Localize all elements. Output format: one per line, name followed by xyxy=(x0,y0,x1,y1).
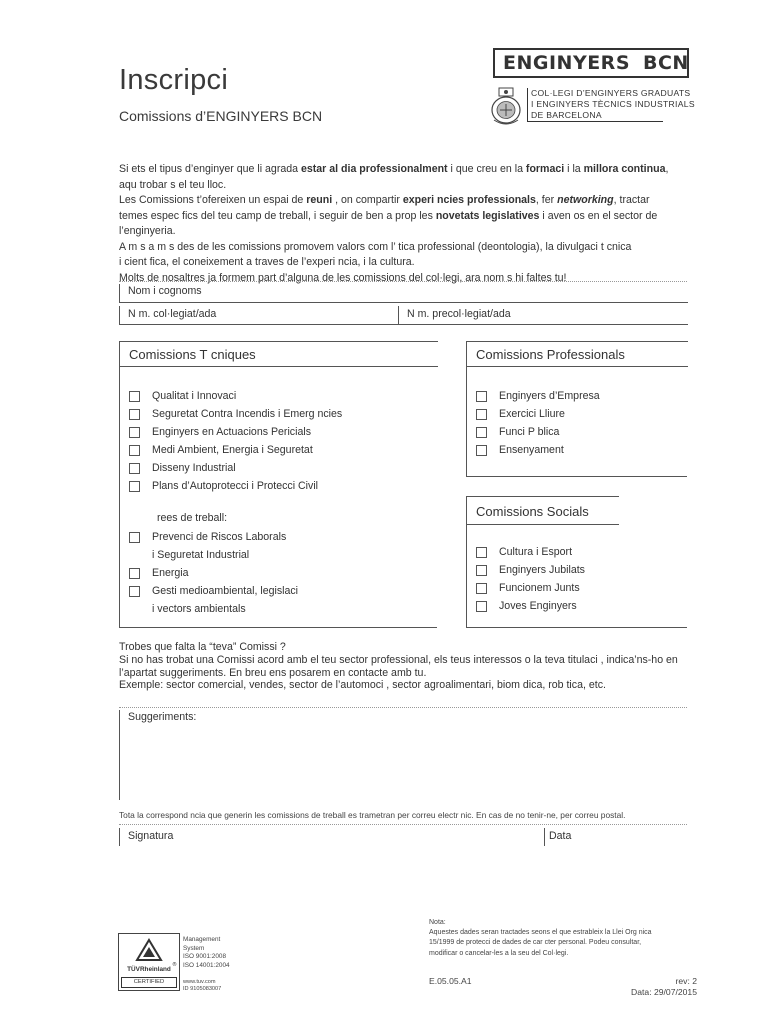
intro-line: A m s a m s des de les comissions promovem valors com l’ tica professional (deontologia), la divulgaci t cnica xyxy=(119,240,632,253)
note-title: Nota: xyxy=(429,919,446,926)
college-name xyxy=(527,88,695,122)
socials-left-border xyxy=(466,523,467,628)
checkbox-item[interactable]: Funci P blica xyxy=(476,423,600,441)
checkbox-icon[interactable] xyxy=(129,445,140,456)
checkbox-icon[interactable] xyxy=(129,427,140,438)
socials-header xyxy=(466,496,619,525)
privacy-note xyxy=(429,918,652,959)
checkbox-item[interactable]: Enginyers Jubilats xyxy=(476,561,585,579)
areas-label: rees de treball: xyxy=(157,512,228,524)
college-line-3: DE BARCELONA xyxy=(527,110,663,122)
checkbox-item[interactable]: Qualitat i Innovaci xyxy=(129,387,342,405)
tuv-brand: TÜVRheinland xyxy=(127,966,171,973)
checkbox-item[interactable]: Cultura i Esport xyxy=(476,543,585,561)
question-line: l’apartat suggeriments. En breu ens posarem en contacte amb tu. xyxy=(119,666,427,679)
checkbox-item[interactable]: Plans d’Autoprotecci i Protecci Civil xyxy=(129,477,342,495)
checkbox-icon[interactable] xyxy=(129,391,140,402)
note-line: Aquestes dades seran tractades seons el que estrableix la Llei Org nica xyxy=(429,929,652,937)
missing-commission-text xyxy=(119,641,699,692)
intro-line: Molts de nosaltres ja formem part d’alguna de les comissions del col·legi, ara nom s hi faltes tu! xyxy=(119,271,567,284)
name-field[interactable] xyxy=(119,284,688,303)
tecniques-header xyxy=(119,341,438,367)
signature-field[interactable] xyxy=(119,828,545,846)
intro-line: l’enginyeria. xyxy=(119,225,176,237)
question-line: Exemple: sector comercial, vendes, sector de l’automoci , sector agroalimentari, biom dica, rob tica, etc. xyxy=(119,679,606,692)
socials-title: Comissions Socials xyxy=(476,504,589,519)
enginyers-bcn-logo xyxy=(493,48,689,78)
intro-line: i cient fica, el coneixement a traves de l’experi ncia, i la cultura. xyxy=(119,256,415,268)
question-line: Trobes que falta la “teva” Comissi ? xyxy=(119,641,286,653)
college-crest-icon xyxy=(489,86,523,126)
suggestions-label: Suggeriments: xyxy=(128,711,197,723)
checkbox-icon[interactable] xyxy=(129,481,140,492)
tecniques-title: Comissions T cniques xyxy=(129,347,256,362)
checkbox-item[interactable]: Exercici Lliure xyxy=(476,405,600,423)
checkbox-icon[interactable] xyxy=(129,532,140,543)
note-line: 15/1999 de protecci de dades de car cter personal. Podeu consultar, xyxy=(429,939,642,947)
checkbox-icon[interactable] xyxy=(476,583,487,594)
page-title: Inscripci xyxy=(119,64,229,96)
logo-part-2: BCN xyxy=(643,52,689,74)
revision: rev: 2 xyxy=(675,976,697,986)
checkbox-item[interactable]: Gesti medioambiental, legislaci xyxy=(129,582,298,600)
svg-text:®: ® xyxy=(172,962,177,968)
suggestions-field[interactable] xyxy=(119,710,688,800)
tecniques-bottom-border xyxy=(119,627,437,628)
checkbox-icon[interactable] xyxy=(129,568,140,579)
tecniques-list xyxy=(129,387,342,495)
professionals-title: Comissions Professionals xyxy=(476,347,625,362)
signature-label: Signatura xyxy=(128,830,174,842)
divider xyxy=(119,281,687,282)
correspondence-note: Tota la correspond ncia que generin les comissions de treball es trametran per correu electr nic. En cas de no tenir-ne, per correu postal. xyxy=(119,810,626,820)
checkbox-item[interactable]: Prevenci de Riscos Laborals xyxy=(129,528,298,546)
college-line-2: I ENGINYERS TÈCNICS INDUSTRIALS xyxy=(527,99,695,110)
cert-details: Management System ISO 9001:2008 ISO 14001:2004 xyxy=(183,936,230,969)
precol-number-field[interactable] xyxy=(398,306,688,324)
checkbox-icon[interactable] xyxy=(476,409,487,420)
tecniques-left-border xyxy=(119,365,120,628)
page-subtitle: Comissions d’ENGINYERS BCN xyxy=(119,108,323,124)
intro-line: Si ets el tipus d’enginyer que li agrada estar al dia professionalment i que creu en la formaci i la millora continua, xyxy=(119,163,669,175)
intro-line: aqu trobar s el teu lloc. xyxy=(119,178,227,191)
checkbox-item[interactable]: Ensenyament xyxy=(476,441,600,459)
checkbox-icon[interactable] xyxy=(476,565,487,576)
checkbox-item[interactable]: Seguretat Contra Incendis i Emerg ncies xyxy=(129,405,342,423)
checkbox-icon[interactable] xyxy=(476,391,487,402)
professionals-left-border xyxy=(466,365,467,477)
cert-web: www.tuv.com ID 9105083007 xyxy=(183,979,222,992)
areas-list xyxy=(129,528,298,618)
tuv-certification-logo xyxy=(118,933,180,991)
professionals-list xyxy=(476,387,600,459)
checkbox-item[interactable]: Medi Ambient, Energia i Seguretat xyxy=(129,441,342,459)
revision-date: Data: 29/07/2015 xyxy=(631,987,697,997)
checkbox-icon[interactable] xyxy=(476,601,487,612)
document-code: E.05.05.A1 xyxy=(429,976,472,986)
member-number-label: N m. col·legiat/ada xyxy=(128,308,217,320)
date-label: Data xyxy=(549,830,572,842)
checkbox-item-continuation: i Seguretat Industrial xyxy=(152,549,250,561)
date-field[interactable] xyxy=(544,828,688,846)
intro-line: temes espec fics del teu camp de treball, i seguir de ben a prop les novetats legislatives i aven os en el sector de xyxy=(119,209,658,222)
socials-list xyxy=(476,543,585,615)
divider xyxy=(119,707,687,708)
name-field-label: Nom i cognoms xyxy=(128,285,202,297)
checkbox-icon[interactable] xyxy=(129,409,140,420)
checkbox-icon[interactable] xyxy=(476,547,487,558)
checkbox-icon[interactable] xyxy=(476,427,487,438)
checkbox-item[interactable]: Funcionem Junts xyxy=(476,579,585,597)
checkbox-item[interactable]: Disseny Industrial xyxy=(129,459,342,477)
checkbox-item[interactable]: Enginyers d’Empresa xyxy=(476,387,600,405)
checkbox-icon[interactable] xyxy=(129,586,140,597)
checkbox-icon[interactable] xyxy=(476,445,487,456)
socials-bottom-border xyxy=(466,627,687,628)
checkbox-item[interactable]: Enginyers en Actuacions Pericials xyxy=(129,423,342,441)
divider xyxy=(119,824,687,825)
intro-line: Les Comissions t’ofereixen un espai de reuni , on compartir experi ncies professionals, fer networking, tractar xyxy=(119,194,650,206)
intro-text xyxy=(119,162,691,286)
revision-info xyxy=(600,976,697,998)
question-line: Si no has trobat una Comissi acord amb el teu sector professional, els teus interessos o la teva titulaci , indica’ns-ho en xyxy=(119,653,678,666)
checkbox-item[interactable]: Energia xyxy=(129,564,298,582)
checkbox-item[interactable]: Joves Enginyers xyxy=(476,597,585,615)
tuv-certified-badge: CERTIFIED xyxy=(121,977,177,988)
college-line-1: COL·LEGI D’ENGINYERS GRADUATS xyxy=(527,88,695,99)
professionals-header xyxy=(466,341,688,367)
logo-part-1: ENGINYERS xyxy=(503,52,630,74)
professionals-bottom-border xyxy=(466,476,687,477)
checkbox-icon[interactable] xyxy=(129,463,140,474)
precol-number-label: N m. precol·legiat/ada xyxy=(407,308,511,320)
checkbox-item-continuation: i vectors ambientals xyxy=(152,603,246,615)
note-line: modificar o cancelar-les a la seu del Col·legi. xyxy=(429,949,569,957)
